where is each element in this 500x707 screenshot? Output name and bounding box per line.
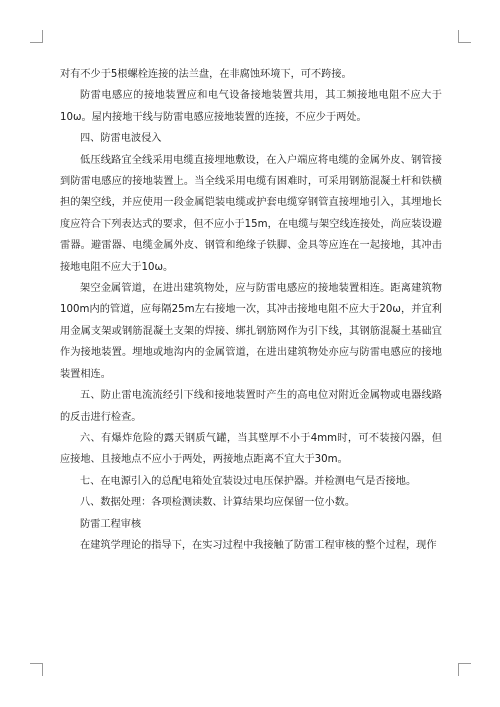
crop-mark-bottom-left — [30, 663, 43, 676]
crop-mark-top-left — [30, 30, 43, 43]
paragraph-1: 对有不少于5根螺栓连接的法兰盘，在非腐蚀环境下，可不跨接。 — [60, 69, 352, 80]
section-heading-review: 防雷工程审核 — [80, 518, 142, 530]
section-8: 八、数据处理：各项检测读数、计算结果均应保留一位小数。 — [80, 497, 356, 509]
section-5: 五、防止雷电流流经引下线和接地装置时产生的高电位对附近金属物或电器线路的反击进行检查。 — [60, 390, 442, 423]
document-body — [60, 64, 442, 556]
crop-mark-top-right — [458, 30, 471, 43]
crop-mark-bottom-right — [458, 663, 471, 676]
paragraph-2: 防雷电感应的接地装置应和电气设备接地装置共用，其工频接地电阻不应大于10ω。屋内接地干线与防雷电感应接地装置的连接，不应少于两处。 — [60, 90, 442, 123]
section-6: 六、有爆炸危险的露天钢质气罐，当其壁厚不小于4mm时，可不装接闪器，但应接地、且接地点不应小于两处，两接地点距离不宜大于30m。 — [60, 432, 442, 466]
paragraph-final: 在建筑学理论的指导下，在实习过程中我接触了防雷工程审核的整个过程，现作 — [80, 539, 437, 551]
paragraph-4: 低压线路宜全线采用电缆直接埋地敷设，在入户端应将电缆的金属外皮、钢管接到防雷电感应的接地装置上。当全线采用电缆有困难时，可采用钢筋混凝土杆和铁横担的架空线，并应使用一段金属铠装电缆或护套电缆穿钢管直接埋地引入，其埋地长度应符合下列表达式的要求，但不应小于15m，在电缆与架空线连接处，尚应装设避雷器。避雷器、电缆金属外皮、钢管和绝缘子铁脚、金具等应连在一起接地，其冲击接地电阻不应大于10ω。 — [60, 154, 442, 273]
section-heading-4: 四、防雷电波侵入 — [80, 133, 162, 145]
paragraph-5: 架空金属管道，在进出建筑物处，应与防雷电感应的接地装置相连。距离建筑物100m内的管道，应每隔25m左右接地一次，其冲击接地电阻不应大于20ω，并宜利用金属支架或钢筋混凝土支架的焊接、绑扎钢筋网作为引下线，其钢筋混凝土基础宜作为接地装置。埋地或地沟内的金属管道，在进出建筑物处亦应与防雷电感应的接地装置相连。 — [60, 283, 442, 380]
section-7: 七、在电源引入的总配电箱处宜装设过电压保护器。并检测电气是否接地。 — [80, 475, 417, 487]
